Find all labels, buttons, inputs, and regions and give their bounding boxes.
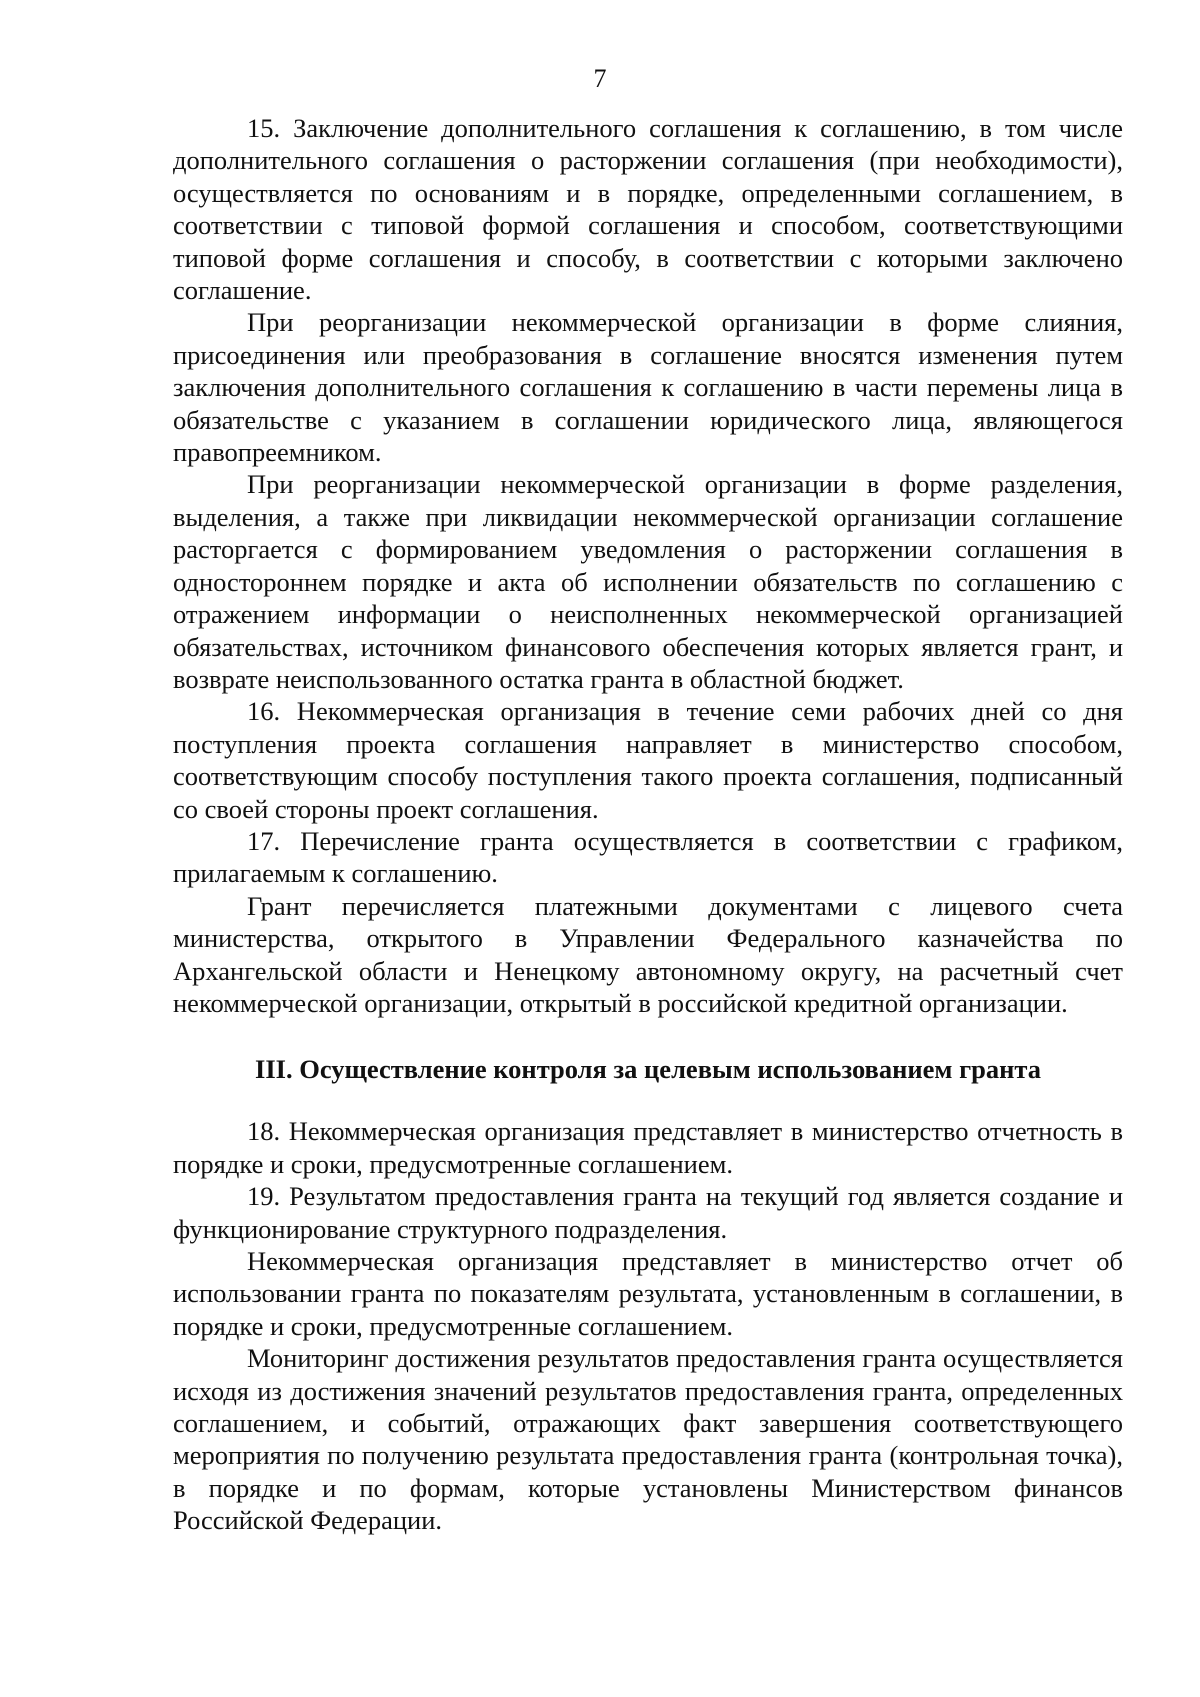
paragraph-reorganization-merger: При реорганизации некоммерческой организации в форме слияния, присоединения или преобразования в соглашение вносятся изменения путем заключения дополнительного соглашения к соглашению в части перемены лица в обязательстве с указанием в соглашении юридического лица, являющегося правопреемником. <box>173 307 1123 468</box>
paragraph-16: 16. Некоммерческая организация в течение семи рабочих дней со дня поступления проекта соглашения направляет в министерство способом, соответствующим способу поступления такого проекта соглашения, подписанный со своей стороны проект соглашения. <box>173 696 1123 824</box>
paragraph-monitoring: Мониторинг достижения результатов предоставления гранта осуществляется исходя из достижения значений результатов предоставления гранта, определенных соглашением, и событий, отражающих факт завершения соответствующего мероприятия по получению результата предоставления гранта (контрольная точка), в порядке и по формам, которые установлены Министерством финансов Российской Федерации. <box>173 1343 1123 1536</box>
page-number: 7 <box>593 64 607 93</box>
section-heading: III. Осуществление контроля за целевым использованием гранта <box>255 1054 1041 1085</box>
document-body <box>173 112 1123 1537</box>
paragraph-report: Некоммерческая организация представляет в министерство отчет об использовании гранта по показателям результата, установленным в соглашении, в порядке и сроки, предусмотренные соглашением. <box>173 1246 1123 1341</box>
paragraph-18: 18. Некоммерческая организация представляет в министерство отчетность в порядке и сроки, предусмотренные соглашением. <box>173 1116 1123 1179</box>
paragraph-grant-transfer: Грант перечисляется платежными документами с лицевого счета министерства, открытого в Управлении Федерального казначейства по Архангельской области и Ненецкому автономному округу, на расчетный счет некоммерческой организации, открытый в российской кредитной организации. <box>173 890 1123 1018</box>
paragraph-17: 17. Перечисление гранта осуществляется в соответствии с графиком, прилагаемым к соглашению. <box>173 825 1123 889</box>
paragraph-reorganization-division: При реорганизации некоммерческой организации в форме разделения, выделения, а также при ликвидации некоммерческой организации соглашение расторгается с формированием уведомления о расторжении соглашения в одностороннем порядке и акта об исполнении обязательств по соглашению с отражением информации о неисполненных некоммерческой организацией обязательствах, источником финансового обеспечения которых является грант, и возврате неиспользованного остатка гранта в областной бюджет. <box>173 469 1123 694</box>
paragraph-19: 19. Результатом предоставления гранта на текущий год является создание и функционирование структурного подразделения. <box>173 1181 1123 1244</box>
paragraph-15: 15. Заключение дополнительного соглашения к соглашению, в том числе дополнительного соглашения о расторжении соглашения (при необходимости), осуществляется по основаниям и в порядке, определенными соглашением, в соответствии с типовой формой соглашения и способом, соответствующими типовой форме соглашения и способу, в соответствии с которыми заключено соглашение. <box>173 113 1123 306</box>
